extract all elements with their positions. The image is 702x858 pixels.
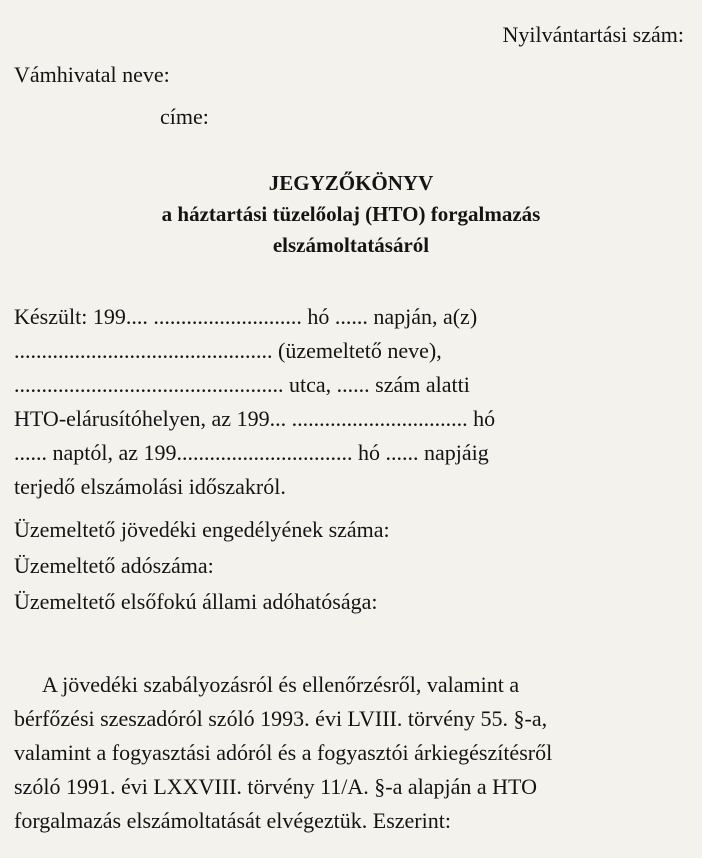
form-fill-section	[14, 300, 686, 620]
title-line: JEGYZŐKÖNYV	[268, 171, 434, 195]
paragraph-line: A jövedéki szabályozásról és ellenőrzésről, valamint a	[42, 672, 520, 697]
fill-line-period: ...... naptól, az 199................................ hó ...... napjáig	[14, 440, 489, 465]
tax-authority-label: Üzemeltető elsőfokú állami adóhatósága:	[14, 589, 378, 614]
paragraph-line: szóló 1991. évi LXXVIII. törvény 11/A. §-a alapján a HTO	[14, 774, 537, 799]
subtitle-line: a háztartási tüzelőolaj (HTO) forgalmazás	[161, 202, 541, 226]
fill-line-street: ................................................. utca, ...... szám alatti	[14, 372, 470, 397]
fill-line-period-end: terjedő elszámolási időszakról.	[14, 474, 286, 499]
customs-office-name-label: Vámhivatal neve:	[14, 62, 170, 87]
paragraph-line: valamint a fogyasztási adóról és a fogyasztói árkiegészítésről	[14, 740, 553, 765]
subtitle-line: elszámoltatásáról	[272, 233, 430, 257]
legal-paragraph	[14, 668, 686, 838]
paragraph-line: forgalmazás elszámoltatását elvégeztük. Eszerint:	[14, 808, 451, 833]
excise-license-label: Üzemeltető jövedéki engedélyének száma:	[14, 517, 390, 542]
fill-line-outlet-from: HTO-elárusítóhelyen, az 199... ................................ hó	[14, 406, 496, 431]
fill-line-operator-name: ............................................... (üzemeltető neve),	[14, 338, 442, 363]
fill-line-prepared-date: Készült: 199.... ........................... hó ...... napján, a(z)	[14, 304, 478, 329]
document-title	[0, 168, 702, 261]
registration-number-label: Nyilvántartási szám:	[502, 22, 684, 47]
paragraph-line: bérfőzési szeszadóról szóló 1993. évi LVIII. törvény 55. §-a,	[14, 706, 548, 731]
customs-office-address-label: címe:	[160, 104, 209, 129]
tax-number-label: Üzemeltető adószáma:	[14, 553, 214, 578]
